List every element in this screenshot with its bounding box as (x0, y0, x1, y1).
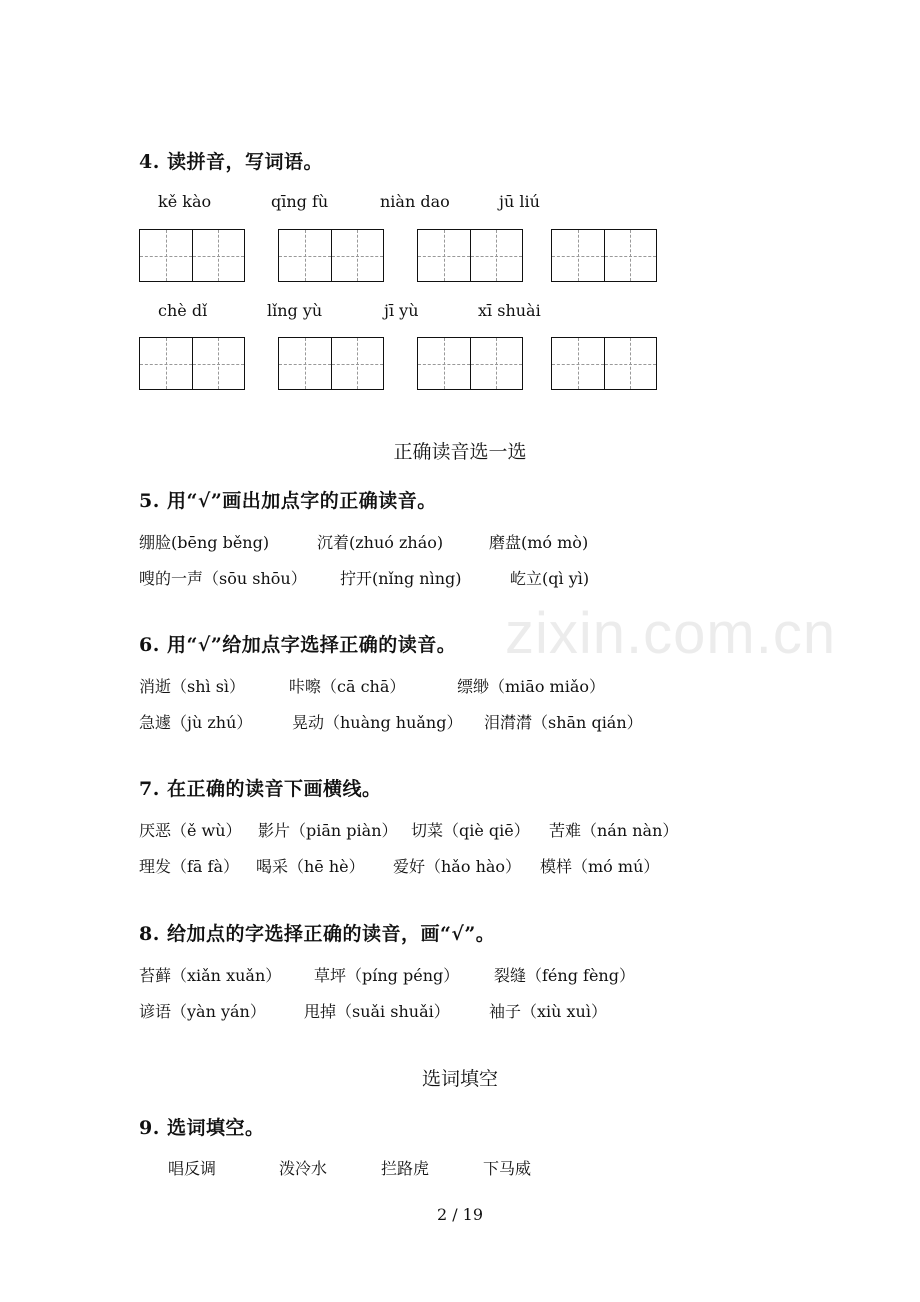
writing-grid[interactable] (551, 337, 657, 390)
question-5-title: 5. 用“√”画出加点字的正确读音。 (139, 490, 437, 512)
pronunciation-item: 草坪（píng péng） (314, 966, 460, 985)
question-9-title: 9. 选词填空。 (139, 1117, 265, 1139)
pronunciation-item: 咔嚓（cā chā） (289, 677, 406, 696)
pronunciation-item: 袖子（xiù xuì） (489, 1002, 607, 1021)
pronunciation-item: 理发（fā fà） (139, 857, 240, 876)
writing-grid[interactable] (417, 229, 523, 282)
pronunciation-item: 磨盘(mó mò) (489, 533, 589, 552)
pinyin-label: jū liú (499, 192, 540, 211)
pronunciation-item: 晃动（huàng huǎng） (292, 713, 463, 732)
question-8-title: 8. 给加点的字选择正确的读音，画“√”。 (139, 923, 496, 945)
pinyin-label: jī yù (384, 301, 419, 320)
pronunciation-item: 厌恶（ě wù） (139, 821, 242, 840)
pronunciation-item: 影片（piān piàn） (258, 821, 398, 840)
pronunciation-item: 裂缝（féng fèng） (494, 966, 635, 985)
writing-grid[interactable] (551, 229, 657, 282)
pronunciation-item: 屹立(qì yì) (510, 569, 590, 588)
pronunciation-item: 拧开(nǐng nìng) (340, 569, 462, 588)
pronunciation-item: 绷脸(bēng běng) (139, 533, 270, 552)
pinyin-label: kě kào (158, 192, 212, 211)
writing-grid[interactable] (278, 229, 384, 282)
writing-grid[interactable] (278, 337, 384, 390)
section-title: 选词填空 (421, 1068, 498, 1090)
section-title: 正确读音选一选 (393, 441, 527, 463)
pronunciation-item: 谚语（yàn yán） (139, 1002, 266, 1021)
pronunciation-item: 缥缈（miāo miǎo） (457, 677, 606, 696)
pronunciation-item: 嗖的一声（sōu shōu） (139, 569, 307, 588)
pronunciation-item: 甩掉（suǎi shuǎi） (304, 1002, 450, 1021)
pronunciation-item: 模样（mó mú） (540, 857, 660, 876)
pinyin-label: qīng fù (271, 192, 329, 211)
page-number: 2 / 19 (436, 1205, 484, 1224)
pronunciation-item: 沉着(zhuó zháo) (317, 533, 444, 552)
pronunciation-item: 急遽（jù zhú） (139, 713, 253, 732)
pronunciation-item: 爱好（hǎo hào） (393, 857, 522, 876)
question-6-title: 6. 用“√”给加点字选择正确的读音。 (139, 634, 457, 656)
word-option: 泼冷水 (279, 1159, 328, 1178)
pronunciation-item: 消逝（shì sì） (139, 677, 246, 696)
word-option: 唱反调 (168, 1159, 217, 1178)
question-4-title: 4. 读拼音，写词语。 (139, 151, 323, 173)
word-option: 拦路虎 (381, 1159, 430, 1178)
pinyin-label: niàn dao (380, 192, 450, 211)
pronunciation-item: 切菜（qiè qiē） (411, 821, 530, 840)
watermark: zixin.com.cn (505, 601, 837, 666)
pronunciation-item: 苔藓（xiǎn xuǎn） (139, 966, 282, 985)
pronunciation-item: 喝采（hē hè） (256, 857, 365, 876)
pronunciation-item: 泪潸潸（shān qián） (484, 713, 643, 732)
question-7-title: 7. 在正确的读音下画横线。 (139, 778, 382, 800)
pinyin-label: xī shuài (478, 301, 541, 320)
pronunciation-item: 苦难（nán nàn） (549, 821, 679, 840)
writing-grid[interactable] (417, 337, 523, 390)
writing-grid[interactable] (139, 229, 245, 282)
pinyin-label: lǐng yù (267, 301, 323, 320)
word-option: 下马威 (483, 1159, 532, 1178)
pinyin-label: chè dǐ (158, 301, 208, 320)
writing-grid[interactable] (139, 337, 245, 390)
